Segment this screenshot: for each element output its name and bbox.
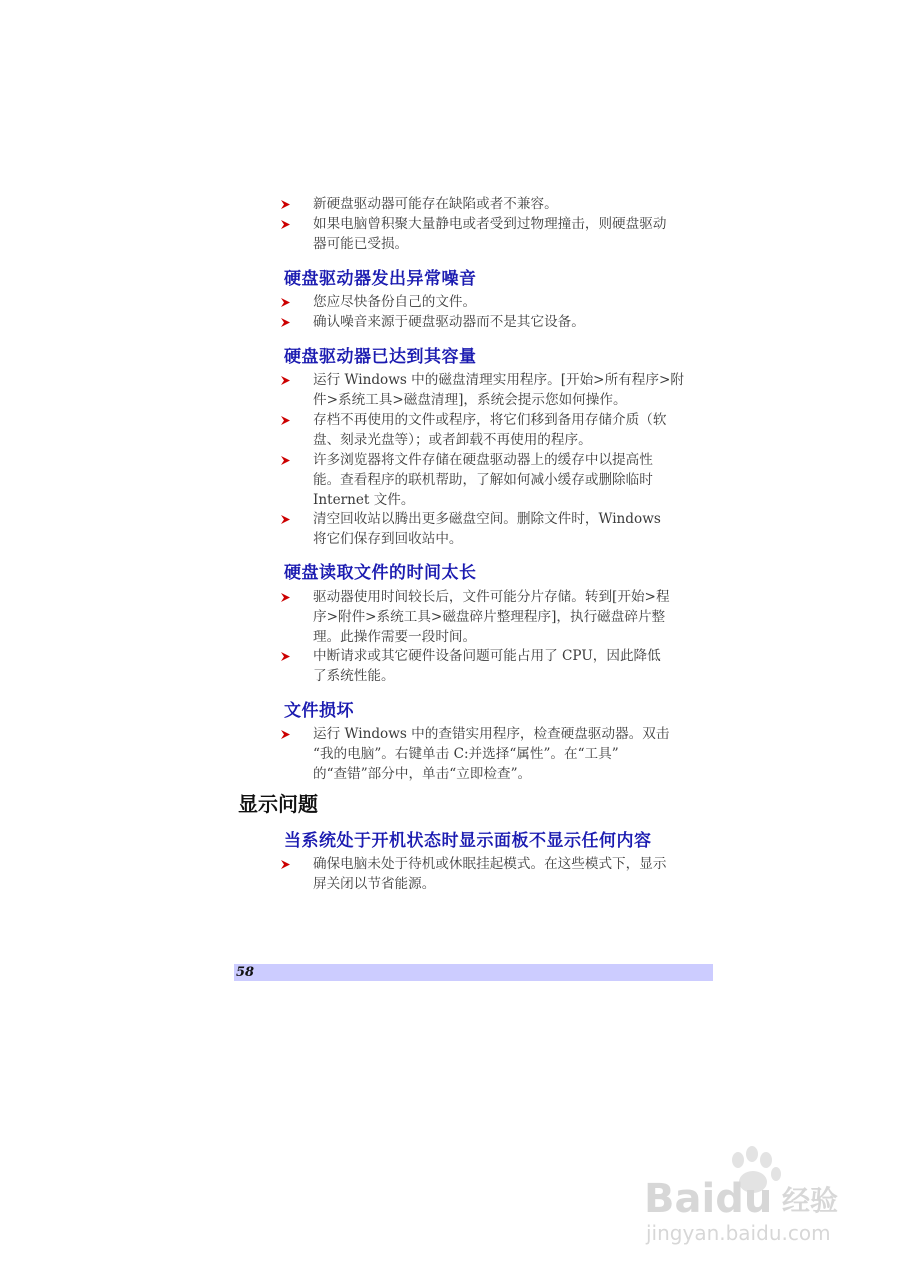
bullet-line: Internet 文件。 (313, 492, 415, 508)
bullet-line: 运行 Windows 中的磁盘清理实用程序。[开始>所有程序>附 (313, 372, 684, 388)
arrow-bullet-icon (280, 592, 291, 603)
bullet-line: 的“查错”部分中，单击“立即检查”。 (313, 766, 532, 782)
bullet-line: 存档不再使用的文件或程序，将它们移到备用存储介质（软 (313, 412, 667, 428)
section-heading: 当系统处于开机状态时显示面板不显示任何内容 (284, 831, 652, 851)
bullet-line: 理。此操作需要一段时间。 (313, 629, 477, 645)
page-footer-bar (234, 964, 713, 981)
bullet-line: “我的电脑”。右键单击 C:并选择“属性”。在“工具” (313, 746, 619, 762)
section-heading: 文件损坏 (284, 701, 354, 721)
list-item (280, 410, 753, 450)
arrow-bullet-icon (280, 729, 291, 740)
arrow-bullet-icon (280, 297, 291, 308)
arrow-bullet-icon (280, 375, 291, 386)
list-item (280, 854, 753, 894)
bullet-line: 清空回收站以腾出更多磁盘空间。删除文件时，Windows (313, 511, 661, 527)
watermark-suffix: 经验 (782, 1184, 839, 1217)
bullet-line: 您应尽快备份自己的文件。 (313, 294, 477, 310)
section-heading: 硬盘驱动器已达到其容量 (284, 347, 477, 367)
bullet-line: 驱动器使用时间较长后，文件可能分片存储。转到[开始>程 (313, 589, 670, 605)
arrow-bullet-icon (280, 199, 291, 210)
watermark-url: jingyan.baidu.com (646, 1221, 831, 1245)
list-item (280, 724, 753, 784)
watermark-brand: Baidu (644, 1176, 773, 1222)
bullet-line: 屏关闭以节省能源。 (313, 876, 436, 892)
list-item (280, 312, 753, 332)
bullet-line: 将它们保存到回收站中。 (313, 531, 463, 547)
list-item (280, 450, 753, 510)
list-item (280, 292, 753, 312)
bullet-line: 器可能已受损。 (313, 236, 409, 252)
arrow-bullet-icon (280, 455, 291, 466)
bullet-line: 了系统性能。 (313, 668, 395, 684)
bullet-line: 序>附件>系统工具>磁盘碎片整理程序]，执行磁盘碎片整 (313, 609, 666, 625)
section-heading: 硬盘驱动器发出异常噪音 (284, 269, 477, 289)
list-item (280, 370, 753, 410)
bullet-line: 确认噪音来源于硬盘驱动器而不是其它设备。 (313, 314, 585, 330)
arrow-bullet-icon (280, 219, 291, 230)
section-heading: 硬盘读取文件的时间太长 (284, 563, 477, 583)
bullet-line: 运行 Windows 中的查错实用程序，检查硬盘驱动器。双击 (313, 726, 670, 742)
bullet-line: 盘、刻录光盘等）；或者卸载不再使用的程序。 (313, 432, 592, 448)
list-item (280, 194, 753, 214)
bullet-line: 能。查看程序的联机帮助，了解如何减小缓存或删除临时 (313, 472, 653, 488)
bullet-line: 中断请求或其它硬件设备问题可能占用了 CPU，因此降低 (313, 648, 661, 664)
baidu-jingyan-watermark (640, 1140, 860, 1250)
arrow-bullet-icon (280, 317, 291, 328)
list-item (280, 646, 753, 686)
bullet-line: 许多浏览器将文件存储在硬盘驱动器上的缓存中以提高性 (313, 452, 653, 468)
list-item (280, 587, 753, 647)
bullet-line: 如果电脑曾积聚大量静电或者受到过物理撞击，则硬盘驱动 (313, 216, 667, 232)
arrow-bullet-icon (280, 415, 291, 426)
arrow-bullet-icon (280, 651, 291, 662)
bullet-line: 确保电脑未处于待机或休眠挂起模式。在这些模式下，显示 (313, 856, 667, 872)
list-item (280, 214, 753, 254)
arrow-bullet-icon (280, 514, 291, 525)
bullet-line: 新硬盘驱动器可能存在缺陷或者不兼容。 (313, 196, 558, 212)
arrow-bullet-icon (280, 859, 291, 870)
page-number: 58 (236, 965, 255, 980)
list-item (280, 509, 753, 549)
bullet-line: 件>系统工具>磁盘清理]，系统会提示您如何操作。 (313, 392, 627, 408)
chapter-title: 显示问题 (238, 792, 318, 816)
